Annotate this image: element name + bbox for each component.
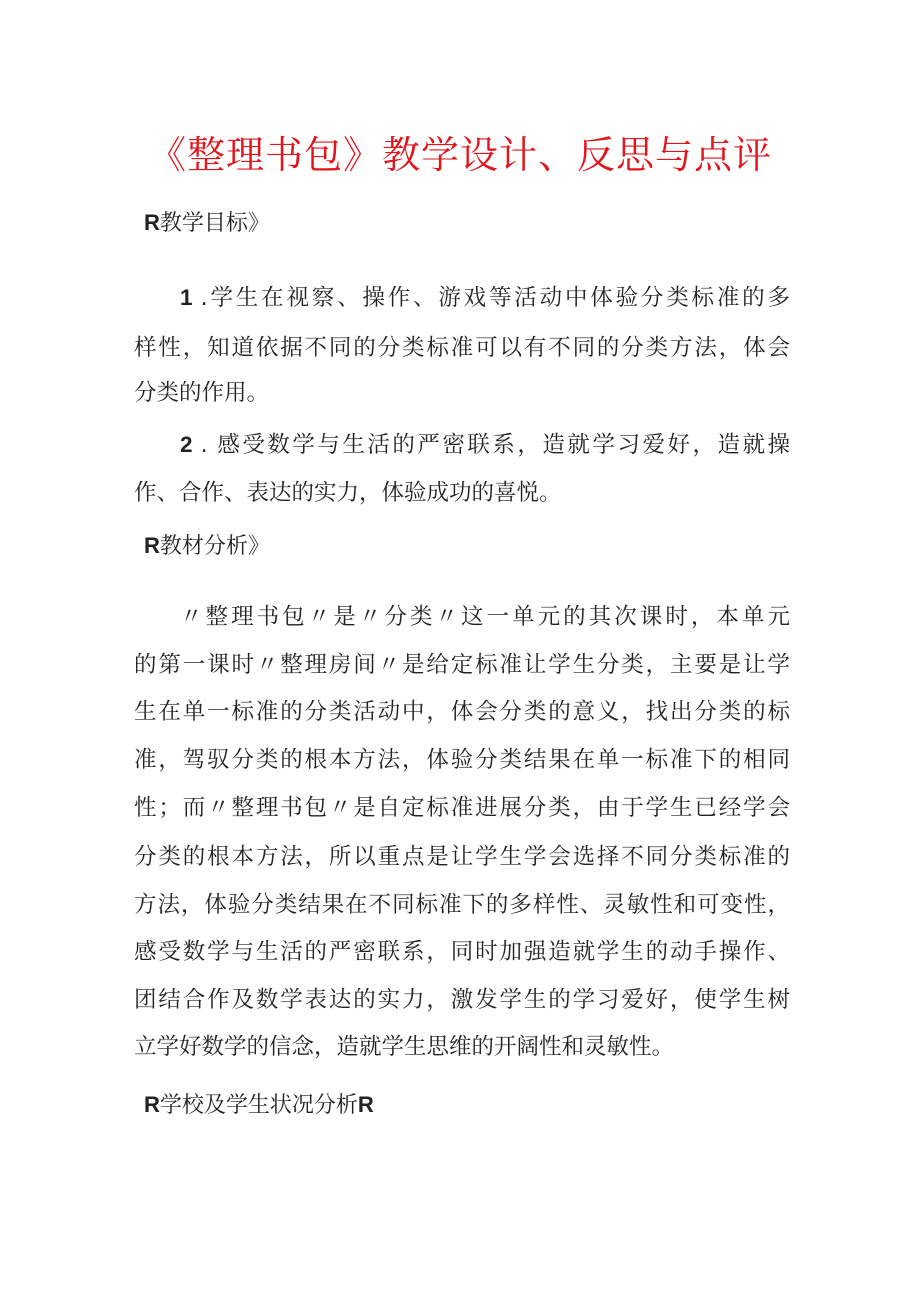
analysis-line: 立学好数学的信念，造就学生思维的开阔性和灵敏性。 (134, 1034, 675, 1060)
analysis-line: 准，驾驭分类的根本方法，体验分类结果在单一标准下的相同 (134, 747, 790, 773)
goal-item-1-line: 分类的作用。 (134, 380, 270, 406)
section-marker: R (144, 210, 160, 235)
goal-item-1-line: 样性，知道依据不同的分类标准可以有不同的分类方法，体会 (134, 335, 790, 361)
section-heading-material (144, 531, 270, 562)
section-marker: R (357, 1092, 374, 1117)
analysis-line: 方法，体验分类结果在不同标准下的多样性、灵敏性和可变性， (134, 892, 790, 918)
section-marker: R (144, 1092, 160, 1117)
document-title: 《整理书包》教学设计、反思与点评 (147, 133, 772, 177)
analysis-line: 分类的根本方法，所以重点是让学生学会选择不同分类标准的 (134, 844, 790, 870)
section-marker: R (144, 533, 160, 558)
goal-text: . 感受数学与生活的严密联系，造就学习爱好，造就操 (200, 432, 790, 458)
section-heading-text: 教学目标》 (159, 211, 270, 236)
section-heading-goals (144, 208, 270, 239)
analysis-line: 感受数学与生活的严密联系，同时加强造就学生的动手操作、 (134, 939, 790, 965)
section-heading-text: 学校及学生状况分析 (159, 1093, 358, 1118)
analysis-line: 团结合作及数学表达的实力，激发学生的学习爱好，使学生树 (134, 987, 790, 1013)
section-heading-school (144, 1090, 374, 1121)
goal-number: 1 (180, 285, 193, 310)
analysis-line: 〃整理书包〃是〃分类〃这一单元的其次课时，本单元 (180, 604, 790, 630)
goal-item-2-line (180, 430, 790, 460)
goal-number: 2 (180, 432, 193, 457)
analysis-line: 的第一课时〃整理房间〃是给定标准让学生分类，主要是让学 (134, 652, 790, 678)
goal-item-2-line: 作、合作、表达的实力，体验成功的喜悦。 (134, 480, 562, 506)
goal-item-1-line (180, 283, 790, 313)
goal-text: .学生在视察、操作、游戏等活动中体验分类标准的多 (200, 285, 790, 311)
analysis-line: 生在单一标准的分类活动中，体会分类的意义，找出分类的标 (134, 699, 790, 725)
analysis-line: 性；而〃整理书包〃是自定标准进展分类，由于学生已经学会 (134, 795, 790, 821)
section-heading-text: 教材分析》 (159, 534, 270, 559)
